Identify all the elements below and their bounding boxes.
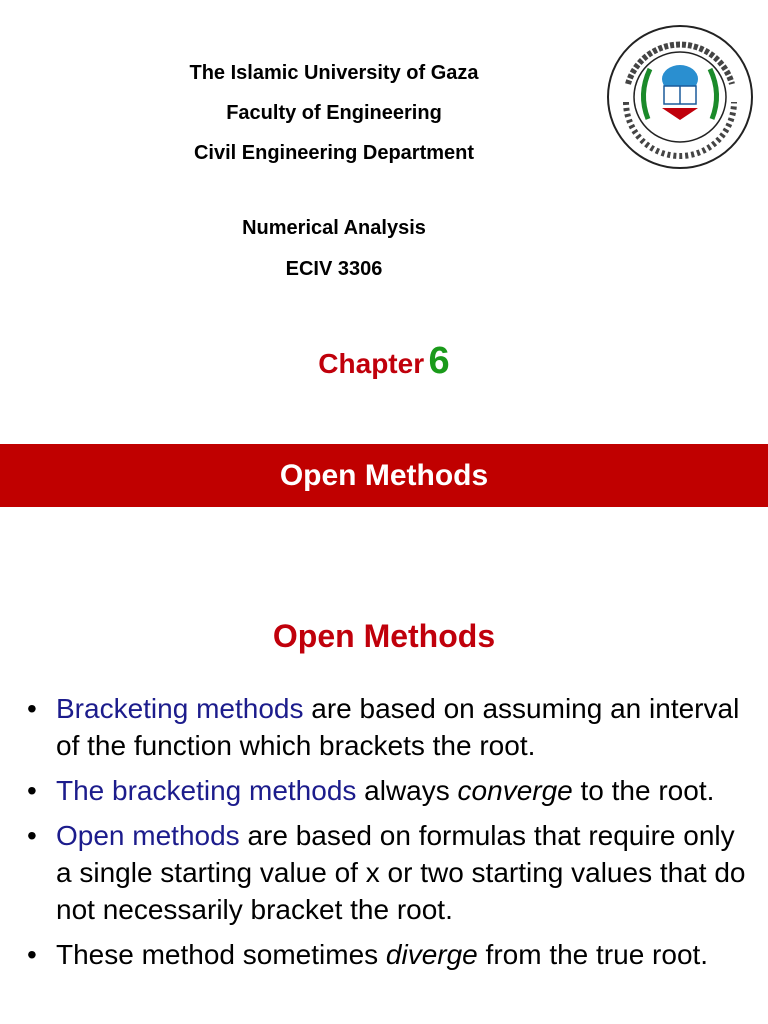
emphasis-text: diverge: [385, 939, 478, 970]
title-banner: [0, 444, 768, 507]
term-text: Open methods: [56, 820, 240, 851]
bullet-icon: •: [27, 820, 37, 851]
list-item: [27, 936, 747, 973]
item-text: from the true root.: [477, 939, 709, 970]
chapter-word: Chapter: [318, 348, 425, 379]
item-text: always: [356, 775, 458, 806]
list-item: [27, 772, 747, 809]
list-item: [27, 690, 747, 764]
item-text: These method sometimes: [56, 939, 386, 970]
term-text: Bracketing methods: [56, 693, 304, 724]
chapter-number: 6: [428, 340, 450, 382]
course-code: ECIV 3306: [285, 258, 383, 280]
university-seal-icon: [606, 24, 754, 170]
department-name: Civil Engineering Department: [193, 142, 475, 164]
faculty-name: Faculty of Engineering: [226, 102, 442, 124]
term-text: The bracketing methods: [56, 775, 357, 806]
university-name: The Islamic University of Gaza: [189, 62, 479, 84]
section-title: Open Methods: [272, 618, 496, 654]
item-text: to the root.: [572, 775, 715, 806]
list-item: [27, 817, 747, 928]
bullet-list: [27, 690, 747, 981]
banner-title: Open Methods: [279, 458, 489, 492]
bullet-icon: •: [27, 693, 37, 724]
item-text: are based on assuming an interval of the function which brackets the root.: [56, 693, 740, 761]
item-text: are based on formulas that require only a single starting value of x or two starting values that do not necessarily bracket the root.: [56, 820, 746, 925]
bullet-icon: •: [27, 775, 37, 806]
bullet-icon: •: [27, 939, 37, 970]
chapter-heading: [0, 340, 768, 383]
course-name: Numerical Analysis: [242, 217, 426, 239]
emphasis-text: converge: [457, 775, 573, 806]
